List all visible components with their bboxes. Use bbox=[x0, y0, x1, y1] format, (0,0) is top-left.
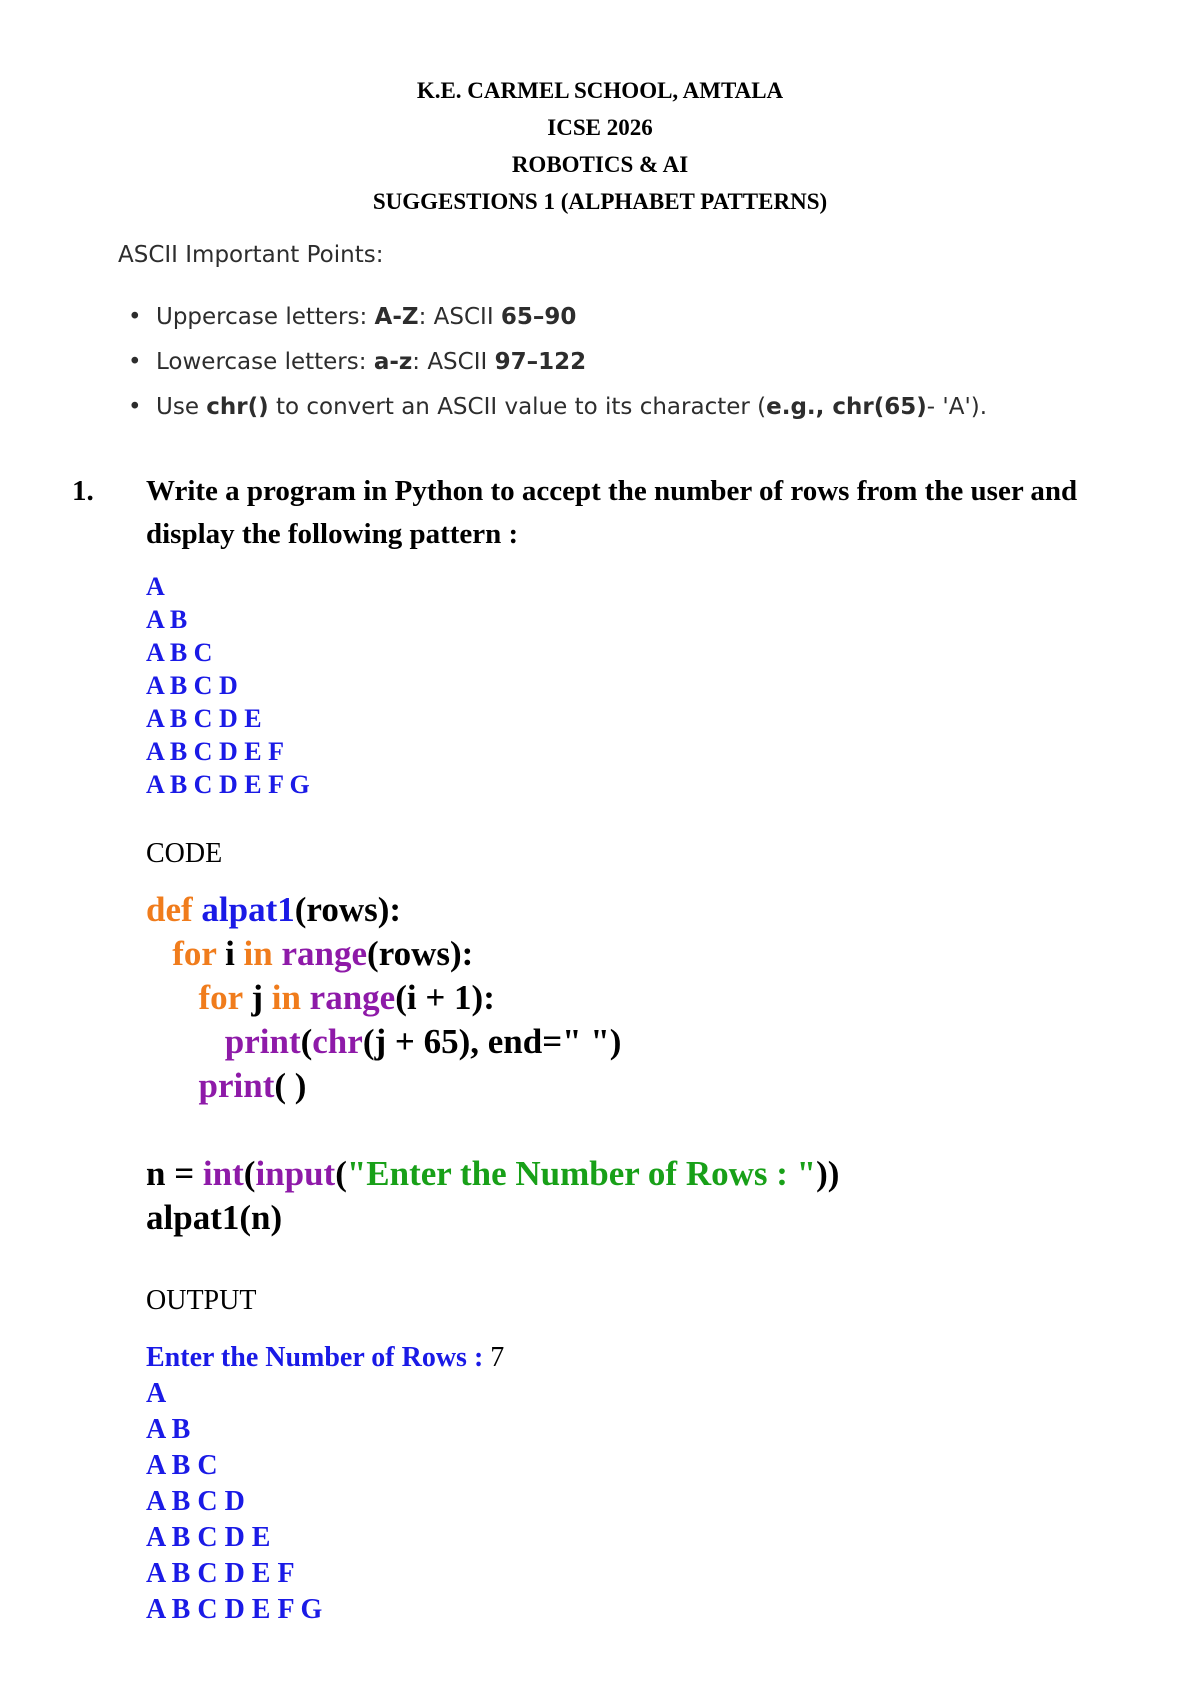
output-row: A B C bbox=[146, 1450, 218, 1481]
pattern-row: A bbox=[146, 572, 165, 601]
topic-title: SUGGESTIONS 1 (ALPHABET PATTERNS) bbox=[372, 189, 828, 214]
output-row: A B C D E F bbox=[146, 1558, 295, 1589]
output-row: A B C D E F G bbox=[146, 1594, 323, 1625]
output-input-value: 7 bbox=[490, 1342, 505, 1373]
output-row: A B bbox=[146, 1414, 191, 1445]
output-row: A B C D bbox=[146, 1486, 245, 1517]
code-line: print( ) bbox=[198, 1066, 307, 1105]
question-number: 1. bbox=[72, 475, 94, 507]
school-name: K.E. CARMEL SCHOOL, AMTALA bbox=[416, 78, 784, 103]
pattern-row: A B C D bbox=[146, 671, 238, 700]
output-label: OUTPUT bbox=[146, 1285, 257, 1316]
expected-pattern bbox=[146, 570, 310, 801]
ascii-point: • Lowercase letters: a-z: ASCII 97–122 bbox=[128, 349, 587, 375]
code-line: for j in range(i + 1): bbox=[198, 978, 495, 1017]
code-block bbox=[146, 888, 839, 1240]
ascii-point: • Uppercase letters: A-Z: ASCII 65–90 bbox=[128, 304, 577, 330]
output-prompt-line bbox=[146, 1340, 504, 1376]
code-blank-line bbox=[146, 1108, 839, 1152]
code-line: alpat1(n) bbox=[146, 1198, 283, 1237]
bullet-icon: • bbox=[128, 394, 142, 420]
question-text: Write a program in Python to accept the number of rows from the user and display the following pattern : bbox=[146, 475, 1078, 550]
code-line: def alpat1(rows): bbox=[146, 890, 402, 929]
output-row: A bbox=[146, 1378, 167, 1409]
bullet-icon: • bbox=[128, 349, 142, 375]
ascii-points-list bbox=[118, 302, 987, 422]
code-line: for i in range(rows): bbox=[172, 934, 474, 973]
pattern-row: A B C D E bbox=[146, 704, 262, 733]
pattern-row: A B C D E F bbox=[146, 737, 284, 766]
pattern-row: A B C bbox=[146, 638, 213, 667]
code-line: n = int(input("Enter the Number of Rows : ")) bbox=[146, 1154, 840, 1193]
output-row: A B C D E bbox=[146, 1522, 271, 1553]
exam-title: ICSE 2026 bbox=[547, 115, 653, 140]
pattern-row: A B C D E F G bbox=[146, 770, 310, 799]
pattern-row: A B bbox=[146, 605, 188, 634]
output-prompt: Enter the Number of Rows : bbox=[146, 1342, 491, 1373]
ascii-point: • Use chr() to convert an ASCII value to its character (e.g., chr(65)- 'A'). bbox=[128, 394, 988, 420]
code-label: CODE bbox=[146, 838, 223, 869]
ascii-points-section bbox=[118, 240, 987, 422]
ascii-title: ASCII Important Points: bbox=[118, 242, 384, 268]
subject-title: ROBOTICS & AI bbox=[511, 152, 689, 177]
output-block bbox=[146, 1340, 504, 1628]
code-line: print(chr(j + 65), end=" ") bbox=[224, 1022, 622, 1061]
bullet-icon: • bbox=[128, 304, 142, 330]
document-header bbox=[0, 72, 1200, 220]
